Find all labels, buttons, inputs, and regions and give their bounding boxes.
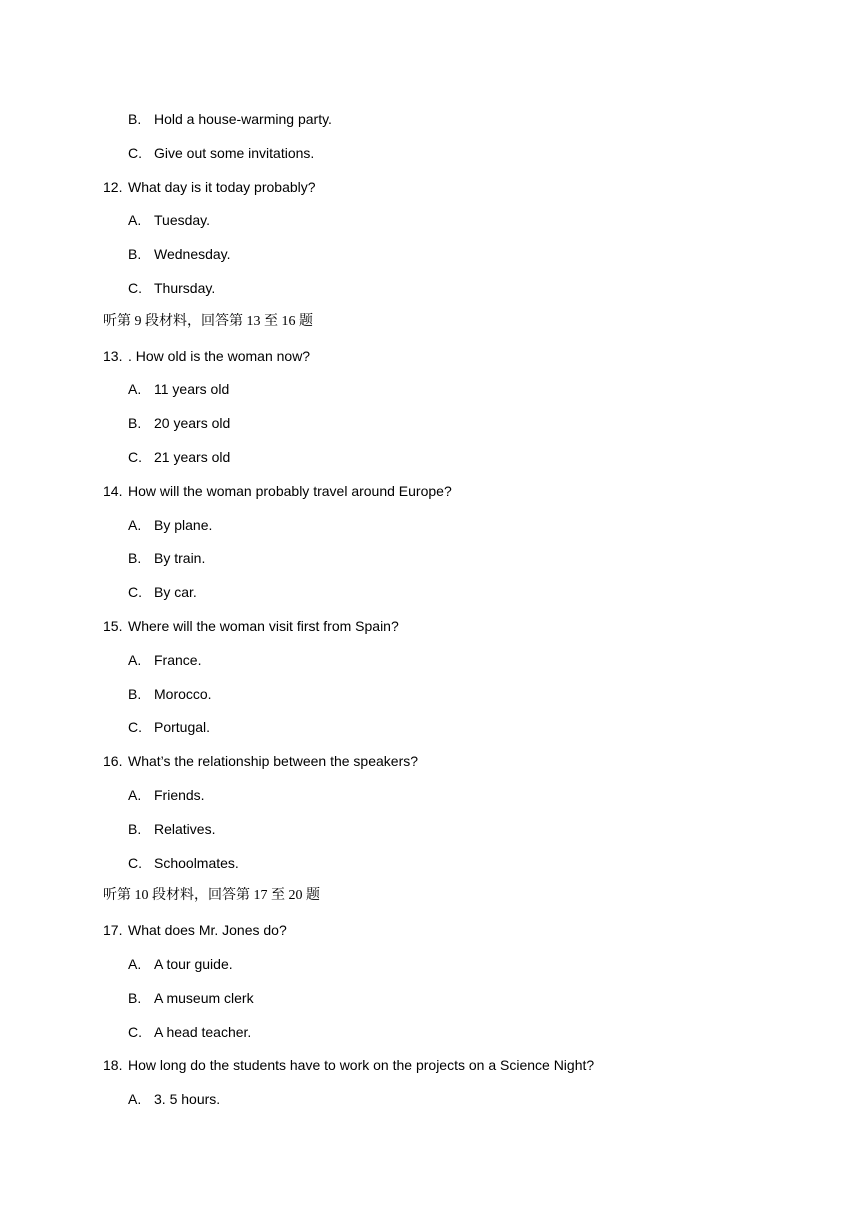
option-text: 3. 5 hours.	[154, 1091, 221, 1107]
option-letter: A.	[128, 787, 142, 803]
question-line	[0, 1055, 860, 1075]
option-letter: A.	[128, 652, 142, 668]
option-letter: C.	[128, 145, 142, 161]
option-line	[0, 447, 860, 467]
option-text: Hold a house-warming party.	[154, 111, 332, 127]
option-line	[0, 1089, 860, 1109]
option-line	[0, 684, 860, 704]
option-letter: B.	[128, 415, 142, 431]
option-line	[0, 988, 860, 1008]
option-letter: A.	[128, 212, 142, 228]
option-letter: B.	[128, 111, 142, 127]
question-line	[0, 616, 860, 636]
option-text: Portugal.	[154, 719, 211, 735]
option-letter: A.	[128, 517, 142, 533]
option-letter: B.	[128, 990, 142, 1006]
question-number: 17.	[103, 922, 123, 938]
question-line	[0, 346, 860, 366]
option-text: 20 years old	[154, 415, 231, 431]
option-line	[0, 143, 860, 163]
option-line	[0, 379, 860, 399]
option-letter: A.	[128, 956, 142, 972]
question-number: 16.	[103, 753, 123, 769]
option-letter: B.	[128, 686, 142, 702]
option-line	[0, 717, 860, 737]
option-letter: A.	[128, 1091, 142, 1107]
option-letter: C.	[128, 1024, 142, 1040]
option-letter: C.	[128, 449, 142, 465]
question-text: How long do the students have to work on the projects on a Science Night?	[128, 1057, 595, 1073]
option-text: Thursday.	[154, 280, 216, 296]
option-letter: B.	[128, 550, 142, 566]
question-number: 18.	[103, 1057, 123, 1073]
option-text: A museum clerk	[154, 990, 254, 1006]
option-line	[0, 1022, 860, 1042]
question-number: 12.	[103, 179, 123, 195]
section-heading-text: 听第 9 段材料，回答第 13 至 16 题	[103, 314, 313, 329]
option-line	[0, 244, 860, 264]
question-text: What day is it today probably?	[128, 179, 316, 195]
option-line	[0, 954, 860, 974]
option-line	[0, 548, 860, 568]
option-text: Tuesday.	[154, 212, 211, 228]
option-line	[0, 650, 860, 670]
option-text: By car.	[154, 584, 197, 600]
option-text: Schoolmates.	[154, 855, 239, 871]
section-heading-text: 听第 10 段材料，回答第 17 至 20 题	[103, 888, 320, 903]
option-letter: A.	[128, 381, 142, 397]
option-text: Friends.	[154, 787, 205, 803]
question-line	[0, 177, 860, 197]
question-text: What does Mr. Jones do?	[128, 922, 287, 938]
option-line	[0, 819, 860, 839]
question-number: 13.	[103, 348, 123, 364]
question-text: What’s the relationship between the speakers?	[128, 753, 419, 769]
question-number: 15.	[103, 618, 123, 634]
option-text: Wednesday.	[154, 246, 231, 262]
section-heading	[0, 312, 860, 332]
question-number: 14.	[103, 483, 123, 499]
option-text: Morocco.	[154, 686, 212, 702]
option-line	[0, 210, 860, 230]
option-line	[0, 515, 860, 535]
question-line	[0, 920, 860, 940]
option-text: By train.	[154, 550, 206, 566]
option-text: Give out some invitations.	[154, 145, 315, 161]
option-text: France.	[154, 652, 202, 668]
question-line	[0, 481, 860, 501]
section-heading	[0, 886, 860, 906]
option-text: A tour guide.	[154, 956, 233, 972]
option-line	[0, 109, 860, 129]
option-text: 11 years old	[154, 381, 230, 397]
question-line	[0, 751, 860, 771]
option-letter: B.	[128, 821, 142, 837]
option-text: A head teacher.	[154, 1024, 252, 1040]
option-line	[0, 278, 860, 298]
question-text: Where will the woman visit first from Spain?	[128, 618, 399, 634]
option-text: By plane.	[154, 517, 213, 533]
option-line	[0, 413, 860, 433]
option-line	[0, 582, 860, 602]
option-letter: B.	[128, 246, 142, 262]
option-letter: C.	[128, 280, 142, 296]
question-text: How will the woman probably travel around Europe?	[128, 483, 452, 499]
option-text: 21 years old	[154, 449, 231, 465]
option-line	[0, 853, 860, 873]
option-line	[0, 785, 860, 805]
option-letter: C.	[128, 855, 142, 871]
option-text: Relatives.	[154, 821, 216, 837]
question-text: . How old is the woman now?	[128, 348, 311, 364]
option-letter: C.	[128, 584, 142, 600]
option-letter: C.	[128, 719, 142, 735]
